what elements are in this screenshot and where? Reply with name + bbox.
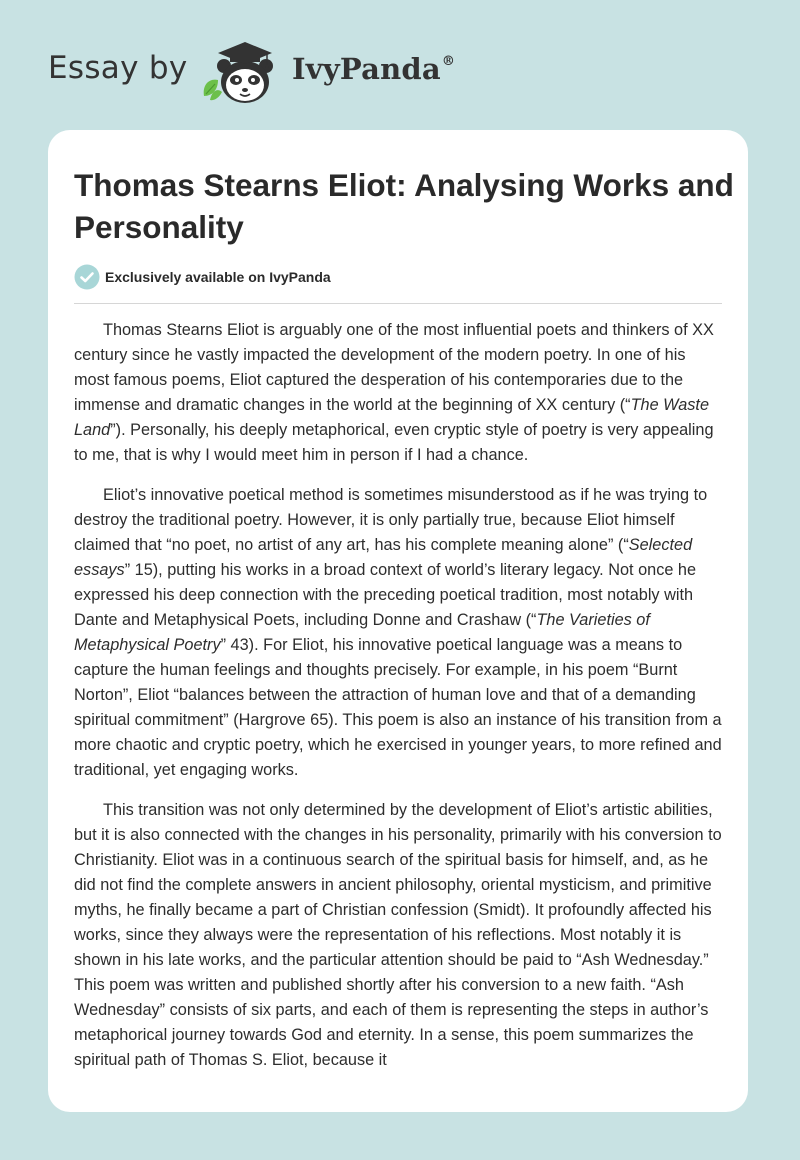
paragraph-text: ”). Personally, his deeply metaphorical, even cryptic style of poetry is very appealing to me, that is why I would meet him in person if I had a chance. bbox=[74, 421, 714, 464]
essay-card bbox=[48, 130, 748, 1112]
panda-graduate-icon[interactable] bbox=[200, 38, 292, 108]
paragraph-text: ” 15), putting his works in a broad context of world’s literary legacy. Not once he expressed his deep connection with the preceding poetical tradition, most notably with Dante and Metaphysical Poets, including Donne and Crashaw (“ bbox=[74, 561, 697, 629]
site-header bbox=[0, 0, 800, 130]
registered-mark: ® bbox=[441, 54, 456, 69]
paragraph bbox=[74, 483, 724, 783]
paragraph bbox=[74, 798, 724, 1073]
cited-title: The Waste Land bbox=[74, 396, 710, 439]
page-title: Thomas Stearns Eliot: Analysing Works and Personality bbox=[74, 167, 734, 245]
essay-by-label: Essay by bbox=[48, 50, 188, 86]
paragraph-text: Eliot’s innovative poetical method is sometimes misunderstood as if he was trying to destroy the traditional poetry. However, it is only partially true, because Eliot himself claimed that “no poet, no artist of any art, has his complete meaning alone” (“ bbox=[74, 486, 708, 554]
paragraph-text: Thomas Stearns Eliot is arguably one of the most influential poets and thinkers of XX century since he vastly impacted the development of the modern poetry. In one of his most famous poems, Eliot captured the desperation of his contemporaries due to the immense and dramatic changes in the world at the beginning of XX century (“ bbox=[74, 321, 714, 414]
paragraph-text: This transition was not only determined by the development of Eliot’s artistic abilities, but it is also connected with the changes in his personality, primarily with his conversion to Christianity. Eliot was in a continuous search of the spiritual basis for himself, and, as he did not find the complete answers in ancient philosophy, oriental mysticism, and primitive myths, he finally became a part of Christian confession (Smidt). It profoundly affected his works, since they always were the representation of his reflections. Most notably it is shown in his late works, and the particular attention should be paid to “Ash Wednesday.” This poem was written and published shortly after his conversion to a new faith. “Ash Wednesday” consists of six parts, and each of them is representing the steps in author’s metaphorical journey towards God and eternity. In a sense, this poem summarizes the spiritual path of Thomas S. Eliot, because it bbox=[74, 801, 722, 1069]
cited-title: Selected essays bbox=[74, 536, 693, 579]
cited-title: The Varieties of Metaphysical Poetry bbox=[74, 611, 650, 654]
paragraph-text: ” 43). For Eliot, his innovative poetical language was a means to capture the human feelings and thoughts precisely. For example, in his poem “Burnt Norton”, Eliot “balances between the attraction of human love and that of a demanding spiritual commitment” (Hargrove 65). This poem is also an instance of his transition from a more chaotic and cryptic poetry, which he exercised in younger years, to more refined and traditional, yet engaging works. bbox=[74, 636, 722, 779]
brand-name[interactable]: IvyPanda® bbox=[292, 52, 456, 86]
divider bbox=[74, 303, 722, 304]
paragraph bbox=[74, 318, 724, 468]
exclusive-label: Exclusively available on IvyPanda bbox=[105, 269, 331, 285]
exclusive-badge bbox=[74, 264, 331, 290]
essay-body bbox=[74, 318, 724, 1088]
check-circle-icon bbox=[74, 264, 100, 290]
